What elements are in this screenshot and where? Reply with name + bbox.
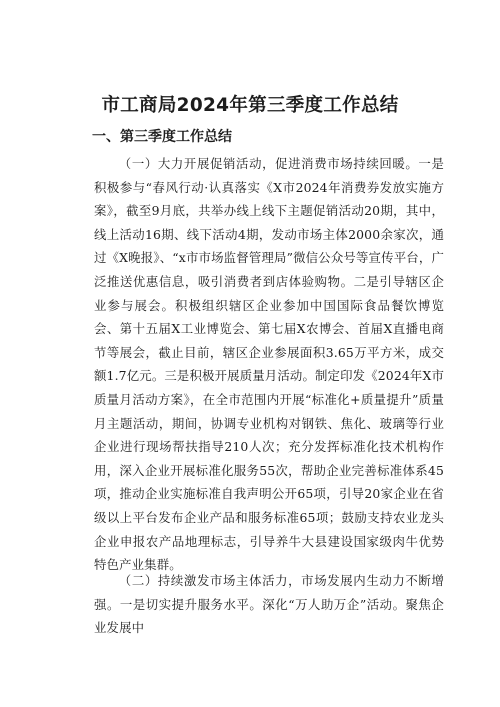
body-paragraph-1: （一）大力开展促销活动，促进消费市场持续回暖。一是积极参与“春风行动·认真落实《X市2024年消费券发放实施方案》，截至9月底，共举办线上线下主题促销活动20期，其中，线上活动16期、线下活动4期，发动市场主体2000余家次，通过《X晚报》、“x市市场监督管理局”微信公众号等宣传平台，广泛推送优惠信息，吸引消费者到店体验购物。二是引导辖区企业参与展会。积极组织辖区企业参加中国国际食品餐饮博览会、第十五届X工业博览会、第七届X农博会、首届X直播电商节等展会，截止目前，辖区企业参展面积3.65万平方米，成交额1.7亿元。三是积极开展质量月活动。制定印发《2024年X市质量月活动方案》，在全市范围内开展“标准化+质量提升”质量月主题活动，期间，协调专业机构对钢铁、焦化、玻璃等行业企业进行现场帮扶指导210人次；充分发挥标准化技术机构作用，深入企业开展标准化服务55次，帮助企业完善标准体系45项，推动企业实施标准自我声明公开65项，引导20家企业在省级以上平台发布企业产品和服务标准65项；鼓励支持农业龙头企业申报农产品地理标志，引导养牛大县建设国家级肉牛优势特色产业集群。: [94, 156, 444, 573]
section-heading: 一、第三季度工作总结: [92, 129, 232, 145]
body-paragraph-2: （二）持续激发市场主体活力，市场发展内生动力不断增强。一是切实提升服务水平。深化“万人助万企”活动。聚焦企业发展中: [94, 573, 444, 636]
document-title: 市工商局2024年第三季度工作总结: [101, 95, 399, 116]
